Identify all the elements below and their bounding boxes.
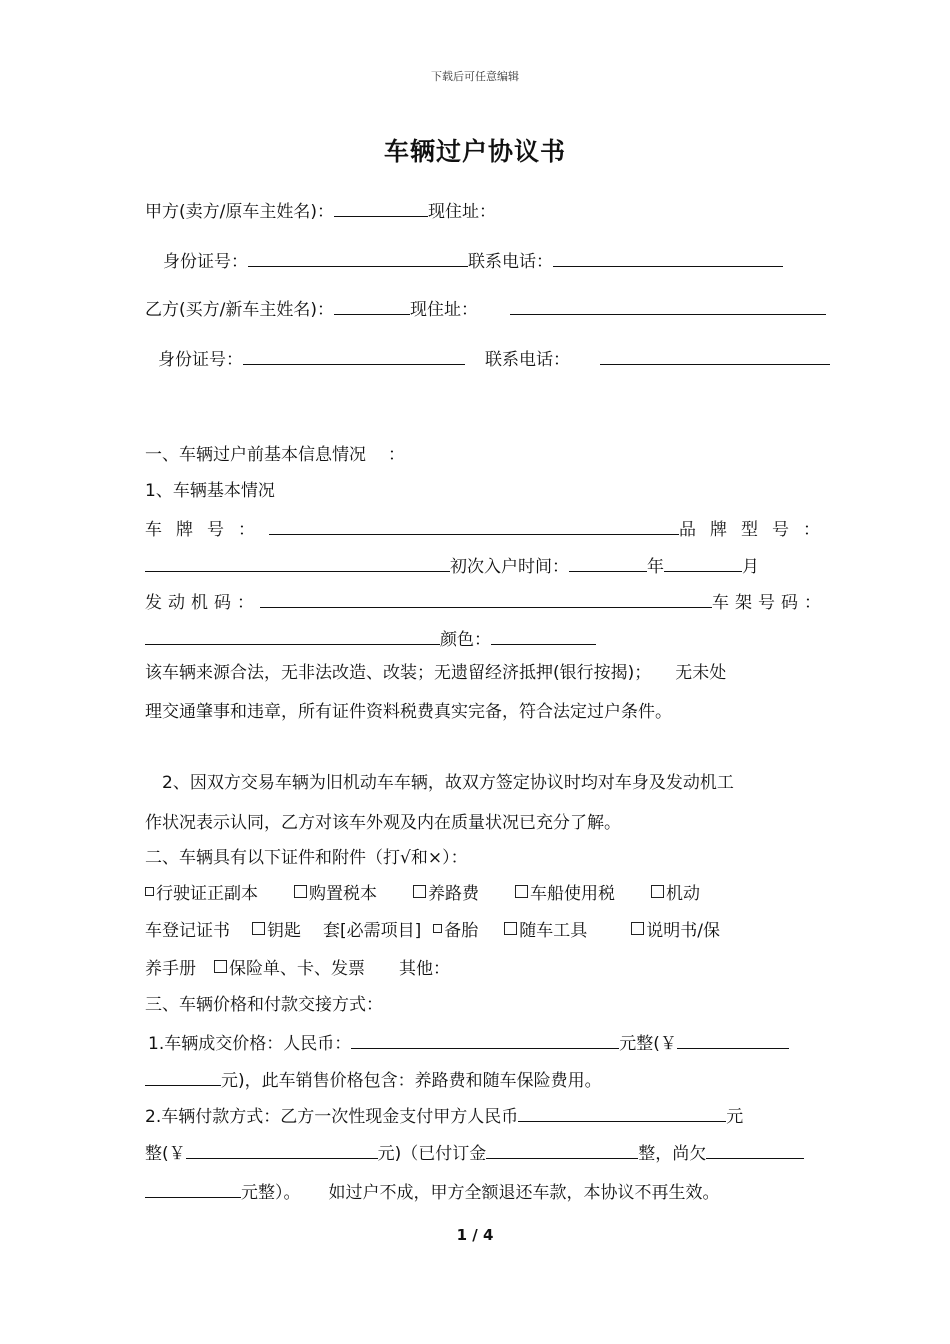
section1-sub1: 1、车辆基本情况 [145, 481, 275, 501]
party-a-id-label: 身份证号： [163, 252, 248, 272]
deposit-blank[interactable] [486, 1140, 638, 1159]
party-a-id-blank[interactable] [248, 248, 468, 267]
first-date-label: 初次入户时间： [450, 557, 569, 577]
party-a-id-row [163, 248, 783, 274]
party-b-name-row [145, 296, 826, 322]
section2-heading: 二、车辆具有以下证件和附件（打√和×）： [145, 848, 468, 868]
party-a-address-label: 现住址： [428, 202, 496, 222]
party-b-id-row [158, 346, 830, 372]
payment-blank[interactable] [518, 1103, 726, 1122]
attachments-row1 [145, 882, 700, 906]
checkbox-icon[interactable] [413, 885, 426, 898]
checkbox-icon[interactable] [145, 887, 154, 896]
item-key[interactable]: 钥匙 [252, 921, 301, 941]
price-blank[interactable] [351, 1030, 619, 1049]
checkbox-icon[interactable] [504, 922, 517, 935]
year-blank[interactable] [569, 553, 647, 572]
engine-row [145, 589, 827, 615]
party-b-phone-blank[interactable] [600, 346, 830, 365]
price-tail: 元)，此车销售价格包含：养路费和随车保险费用。 [221, 1071, 602, 1091]
para1-line2: 理交通肇事和违章，所有证件资料税费真实完备，符合法定过户条件。 [145, 702, 672, 722]
plate-label: 车牌号： [145, 520, 269, 540]
item-spare-tire[interactable]: 备胎 [433, 921, 478, 941]
checkbox-icon[interactable] [651, 885, 664, 898]
item-manual[interactable]: 说明书/保 [631, 921, 720, 941]
manual-cont: 养手册 [145, 959, 196, 979]
frame-row [145, 626, 596, 652]
party-a-name-label: 甲方(卖方/原车主姓名)： [145, 202, 334, 222]
para2-line2: 作状况表示认同，乙方对该车外观及内在质量状况已充分了解。 [145, 813, 621, 833]
deposit-label: 元)（已付订金 [377, 1144, 487, 1164]
party-a-phone-blank[interactable] [553, 248, 783, 267]
payment-label: 2.车辆付款方式：乙方一次性现金支付甲方人民币 [145, 1107, 519, 1127]
item-tools[interactable]: 随车工具 [504, 921, 587, 941]
party-a-phone-label: 联系电话： [468, 252, 553, 272]
price-row2 [145, 1067, 602, 1093]
other-label: 其他： [399, 959, 450, 979]
frame-label: 车架号码： [712, 593, 827, 613]
item-license[interactable]: 行驶证正副本 [145, 884, 258, 904]
month-label: 月 [742, 557, 759, 577]
model-blank[interactable] [145, 553, 450, 572]
plate-blank[interactable] [269, 516, 679, 535]
item-road-fee[interactable]: 养路费 [413, 884, 479, 904]
para1-line1 [145, 661, 726, 685]
attachments-row3 [145, 957, 450, 981]
checkbox-icon[interactable] [252, 922, 265, 935]
item-purchase-tax[interactable]: 购置税本 [294, 884, 377, 904]
item-insurance[interactable]: 保险单、卡、发票 [214, 959, 365, 979]
section3-heading: 三、车辆价格和付款交接方式： [145, 995, 383, 1015]
price-number-blank[interactable] [677, 1030, 789, 1049]
balance-blank[interactable] [706, 1140, 804, 1159]
party-b-name-label: 乙方(买方/新车主姓名)： [145, 300, 334, 320]
section1-heading-text: 一、车辆过户前基本信息情况 [145, 445, 366, 465]
color-label: 颜色： [440, 630, 491, 650]
price-unit: 元整(￥ [619, 1034, 677, 1054]
payment-line3-end: 元整）。 [241, 1183, 301, 1203]
party-b-phone-label: 联系电话： [485, 350, 570, 370]
price-row [148, 1030, 789, 1056]
plate-row [145, 516, 834, 542]
engine-label: 发动机码： [145, 593, 260, 613]
party-b-id-blank[interactable] [243, 346, 465, 365]
balance-blank-cont[interactable] [145, 1179, 241, 1198]
page-number: 1 / 4 [456, 1226, 494, 1244]
refund-clause: 如过户不成，甲方全额退还车款，本协议不再生效。 [328, 1183, 720, 1203]
item-vehicle-reg[interactable]: 机动 [651, 884, 700, 904]
party-a-name-blank[interactable] [334, 198, 428, 217]
model-row [145, 553, 759, 579]
price-number-blank-cont[interactable] [145, 1067, 221, 1086]
attachments-row2 [145, 919, 720, 943]
vehicle-reg-cont: 车登记证书 [145, 921, 230, 941]
header-note: 下载后可任意编辑 [431, 70, 519, 83]
party-b-name-blank[interactable] [334, 296, 410, 315]
section1-heading-colon: ： [388, 445, 405, 465]
party-b-address-label: 现住址： [410, 300, 478, 320]
payment-unit: 元 [726, 1107, 744, 1127]
year-label: 年 [647, 557, 664, 577]
checkbox-icon[interactable] [433, 924, 442, 933]
document-title: 车辆过户协议书 [383, 137, 566, 166]
section1-heading [145, 443, 405, 467]
party-a-name-row [145, 198, 496, 224]
model-label: 品牌型号： [679, 520, 834, 540]
payment-number-blank[interactable] [186, 1140, 378, 1159]
balance-label: 整，尚欠 [638, 1144, 707, 1164]
checkbox-icon[interactable] [515, 885, 528, 898]
month-blank[interactable] [664, 553, 742, 572]
payment-row [145, 1103, 743, 1129]
checkbox-icon[interactable] [294, 885, 307, 898]
price-label: 1.车辆成交价格：人民币： [148, 1034, 352, 1054]
payment-row3 [145, 1179, 720, 1205]
party-b-address-blank[interactable] [510, 296, 826, 315]
para1-line1-tail: 无未处 [675, 663, 727, 683]
item-vessel-tax[interactable]: 车船使用税 [515, 884, 615, 904]
engine-blank[interactable] [260, 589, 712, 608]
color-blank[interactable] [491, 626, 596, 645]
payment-row2 [145, 1140, 804, 1166]
frame-blank[interactable] [145, 626, 440, 645]
checkbox-icon[interactable] [631, 922, 644, 935]
payment-line2-start: 整(￥ [145, 1144, 186, 1164]
key-suffix: 套[必需项目] [323, 921, 422, 941]
para1-line1-text: 该车辆来源合法，无非法改造、改装；无遗留经济抵押(银行按揭)； [145, 663, 652, 683]
para2-line1: 2、因双方交易车辆为旧机动车车辆，故双方签定协议时均对车身及发动机工 [162, 773, 734, 793]
party-b-id-label: 身份证号： [158, 350, 243, 370]
checkbox-icon[interactable] [214, 960, 227, 973]
